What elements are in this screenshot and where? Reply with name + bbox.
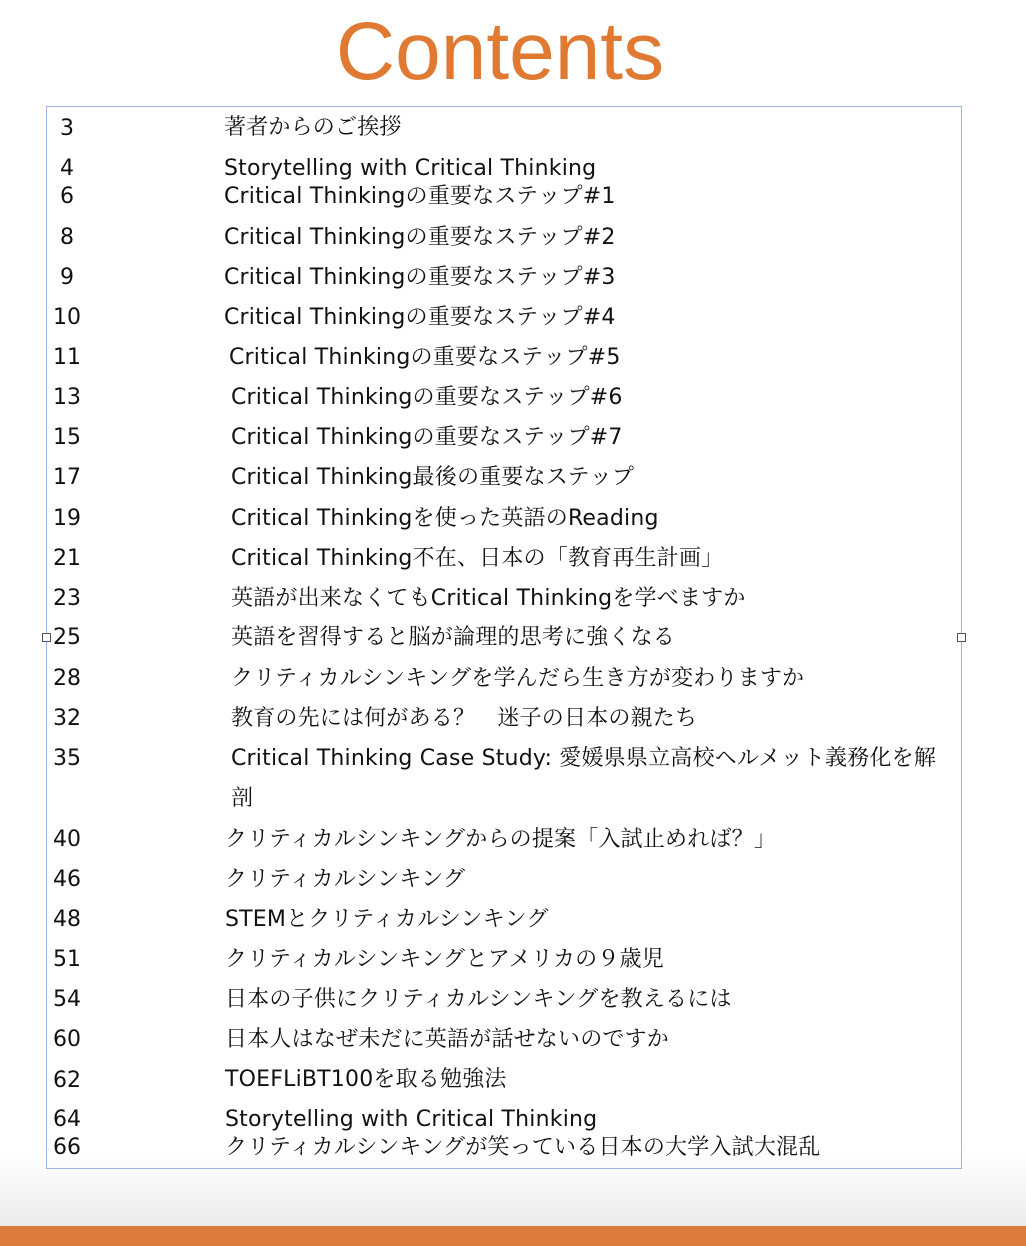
toc-entry-title[interactable]: Critical Thinkingの重要なステップ#4 (224, 305, 616, 330)
toc-entry-title[interactable]: クリティカルシンキング (225, 867, 466, 892)
toc-page-number: 11 (53, 345, 81, 370)
toc-entry-title[interactable]: Storytelling with Critical Thinking (225, 1107, 598, 1132)
toc-entry-title[interactable]: 日本人はなぜ未だに英語が話せないのですか (225, 1027, 670, 1052)
toc-page-number: 13 (53, 385, 81, 410)
toc-page-number: 35 (53, 746, 81, 771)
toc-entry-title[interactable]: Critical Thinkingの重要なステップ#6 (231, 385, 623, 410)
toc-page-number: 6 (60, 184, 74, 209)
toc-entry-title[interactable]: Critical Thinkingの重要なステップ#3 (224, 265, 616, 290)
slide-accent-bar (0, 1226, 1026, 1246)
toc-page-number: 28 (53, 666, 81, 691)
toc-page-number: 46 (53, 867, 81, 892)
toc-page-number: 25 (53, 625, 81, 650)
resize-handle-left[interactable] (42, 633, 51, 642)
toc-entry-title[interactable]: Critical Thinkingの重要なステップ#1 (224, 184, 616, 209)
toc-entry-title[interactable]: 英語を習得すると脳が論理的思考に強くなる (231, 625, 676, 650)
toc-page-number: 19 (53, 506, 81, 531)
toc-page-number: 60 (53, 1027, 81, 1052)
toc-page-number: 3 (60, 116, 74, 141)
toc-page-number: 48 (53, 907, 81, 932)
toc-page-number: 23 (53, 586, 81, 611)
toc-entry-title[interactable]: Critical Thinkingの重要なステップ#2 (224, 225, 616, 250)
toc-page-number: 32 (53, 706, 81, 731)
toc-page-number: 51 (53, 947, 81, 972)
toc-page-number: 4 (60, 156, 74, 181)
toc-entry-title[interactable]: 教育の先には何がある？ 迷子の日本の親たち (231, 706, 698, 731)
toc-page-number: 54 (53, 987, 81, 1012)
toc-entry-title[interactable]: クリティカルシンキングが笑っている日本の大学入試大混乱 (225, 1135, 821, 1160)
toc-page-number: 40 (53, 827, 81, 852)
toc-page-number: 62 (53, 1068, 81, 1093)
toc-entry-title[interactable]: 日本の子供にクリティカルシンキングを教えるには (225, 987, 732, 1012)
toc-entry-title[interactable]: クリティカルシンキングからの提案「入試止めれば？」 (225, 827, 777, 852)
toc-entry-title[interactable]: Critical Thinking Case Study: 愛媛県県立高校ヘルメット義務化を解剖 (231, 746, 937, 811)
toc-page-number: 66 (53, 1135, 81, 1160)
toc-entry-title[interactable]: クリティカルシンキングとアメリカの９歳児 (225, 947, 664, 972)
toc-page-number: 10 (53, 305, 81, 330)
toc-page-number: 8 (60, 225, 74, 250)
toc-entry-title[interactable]: 著者からのご挨拶 (224, 115, 402, 140)
toc-entry-title[interactable]: クリティカルシンキングを学んだら生き方が変わりますか (231, 666, 805, 691)
toc-entry-title[interactable]: STEMとクリティカルシンキング (225, 907, 549, 932)
toc-entry-title[interactable]: Critical Thinkingを使った英語のReading (231, 506, 659, 531)
toc-entry-title[interactable]: Critical Thinking不在、日本の「教育再生計画」 (231, 546, 724, 571)
toc-page-number: 64 (53, 1107, 81, 1132)
toc-entry-title[interactable]: 英語が出来なくてもCritical Thinkingを学べますか (231, 586, 746, 611)
toc-page-number: 15 (53, 425, 81, 450)
toc-entry-title[interactable]: Critical Thinkingの重要なステップ#5 (229, 345, 621, 370)
toc-page-number: 21 (53, 546, 81, 571)
toc-entry-title[interactable]: Storytelling with Critical Thinking (224, 156, 597, 181)
page-title: Contents (335, 6, 665, 97)
toc-entry-title[interactable]: Critical Thinkingの重要なステップ#7 (231, 425, 623, 450)
resize-handle-right[interactable] (957, 633, 966, 642)
toc-page-number: 17 (53, 465, 81, 490)
toc-entry-title[interactable]: TOEFLiBT100を取る勉強法 (225, 1067, 507, 1092)
toc-entry-title[interactable]: Critical Thinking最後の重要なステップ (231, 465, 635, 490)
toc-page-number: 9 (60, 265, 74, 290)
